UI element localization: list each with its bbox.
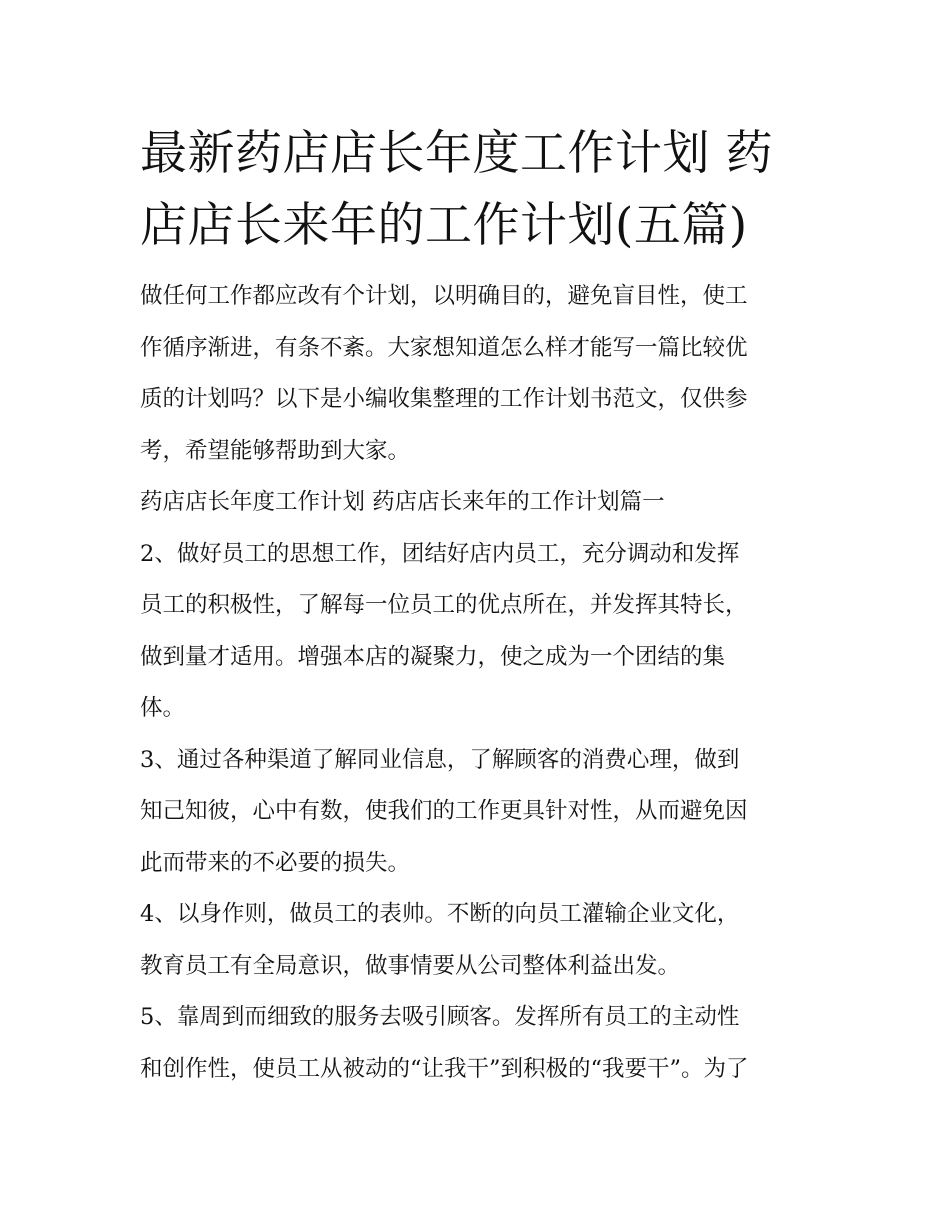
title-line-2: 店店长来年的工作计划(五篇) — [140, 198, 748, 253]
intro-paragraph — [140, 271, 820, 477]
text-line: 和创作性，使员工从被动的“让我干”到积极的“我要干”。为了 — [140, 1055, 749, 1082]
section-heading: 药店店长年度工作计划 药店店长来年的工作计划篇一 — [140, 489, 665, 515]
item-4-paragraph — [140, 889, 820, 992]
text-line: 教育员工有全局意识，做事情要从公司整体利益出发。 — [140, 952, 681, 979]
text-line: 3、通过各种渠道了解同业信息，了解顾客的消费心理，做到 — [140, 746, 740, 773]
text-line: 5、靠周到而细致的服务去吸引顾客。发挥所有员工的主动性 — [140, 1004, 740, 1030]
text-line: 考，希望能够帮助到大家。 — [140, 437, 411, 464]
text-line: 知己知彼，心中有数，使我们的工作更具针对性，从而避免因 — [140, 798, 748, 824]
text-line: 此而带来的不必要的损失。 — [140, 849, 411, 876]
title-line-1: 最新药店店长年度工作计划 药 — [140, 126, 773, 181]
text-line: 做任何工作都应改有个计划，以明确目的，避免盲目性，使工 — [140, 283, 748, 309]
text-line: 体。 — [140, 695, 186, 721]
text-line: 2、做好员工的思想工作，团结好店内员工，充分调动和发挥 — [140, 540, 740, 567]
text-line: 质的计划吗？以下是小编收集整理的工作计划书范文，仅供参 — [140, 386, 748, 412]
item-3-paragraph — [140, 735, 820, 890]
text-line: 作循序渐进，有条不紊。大家想知道怎么样才能写一篇比较优 — [140, 334, 748, 361]
item-2-paragraph — [140, 529, 820, 735]
text-line: 4、以身作则，做员工的表帅。不断的向员工灌输企业文化， — [140, 901, 740, 927]
section-heading-paragraph — [140, 477, 820, 529]
text-line: 员工的积极性，了解每一位员工的优点所在，并发挥其特长， — [140, 592, 748, 618]
document-title — [140, 118, 820, 262]
item-5-paragraph — [140, 992, 820, 1095]
document-content — [140, 118, 820, 1095]
text-line: 做到量才适用。增强本店的凝聚力，使之成为一个团结的集 — [140, 643, 726, 670]
